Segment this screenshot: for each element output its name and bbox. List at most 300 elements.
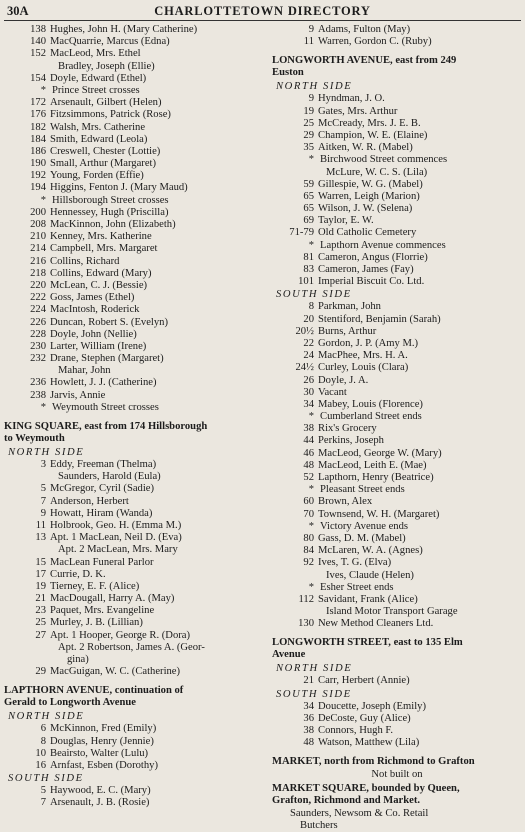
- directory-entry: [272, 701, 522, 713]
- resident-name: Watson, Matthew (Lila): [318, 737, 420, 749]
- resident-name: Brown, Alex: [318, 496, 373, 508]
- directory-entry: [4, 569, 266, 581]
- directory-entry: [4, 36, 266, 48]
- house-number: 200: [30, 206, 46, 218]
- house-number: 71-79: [289, 227, 314, 239]
- resident-name: Old Catholic Cemetery: [318, 227, 417, 239]
- directory-entry: [272, 215, 522, 227]
- resident-name: Holbrook, Geo. H. (Emma M.): [50, 519, 182, 531]
- house-number: 216: [30, 255, 46, 267]
- resident-name: Duncan, Robert S. (Evelyn): [50, 316, 168, 328]
- directory-entry: [4, 390, 266, 402]
- directory-entry: [4, 760, 266, 772]
- house-number: *: [40, 401, 46, 413]
- street-heading-line: Euston: [272, 67, 304, 79]
- resident-name: MacKinnon, John (Elizabeth): [50, 219, 176, 230]
- directory-entry: [272, 350, 522, 362]
- resident-name: Lapthorn, Henry (Beatrice): [318, 472, 434, 483]
- side-heading: SOUTH SIDE: [276, 688, 352, 700]
- house-number: 24½: [295, 362, 314, 374]
- street-heading: [272, 756, 522, 768]
- resident-name: Campbell, Mrs. Margaret: [50, 243, 158, 255]
- house-number: 236: [30, 377, 46, 389]
- directory-entry: [272, 496, 522, 508]
- resident-name: McKinnon, Fred (Emily): [50, 723, 157, 735]
- house-number: 80: [303, 532, 314, 544]
- resident-name: Haywood, E. C. (Mary): [50, 785, 151, 797]
- directory-entry: [4, 256, 266, 268]
- directory-entry: [272, 472, 522, 484]
- street-marker: [4, 195, 266, 207]
- house-number: 9: [308, 24, 314, 35]
- street-heading: [272, 783, 522, 807]
- directory-entry: [4, 219, 266, 231]
- house-number: 224: [30, 304, 46, 316]
- resident-name: McGregor, Cyril (Sadie): [50, 483, 155, 495]
- directory-entry: [4, 231, 266, 243]
- house-number: 11: [35, 519, 46, 531]
- resident-name: Tierney, E. F. (Alice): [50, 580, 140, 592]
- resident-name: Warren, Leigh (Marion): [318, 190, 420, 202]
- resident-name: Smith, Edward (Leola): [50, 133, 148, 145]
- directory-entry: [272, 314, 522, 326]
- resident-name: MacLeod, George W. (Mary): [318, 447, 442, 459]
- resident-name: Cumberland Street ends: [320, 411, 422, 423]
- resident-name: Doyle, John (Nellie): [50, 328, 137, 340]
- house-number: 70: [303, 508, 314, 520]
- resident-name: Apt. 1 MacLean, Neil D. (Eva): [50, 532, 182, 544]
- side-heading: NORTH SIDE: [276, 663, 353, 675]
- street-note: [272, 820, 522, 832]
- house-number: 20: [303, 313, 314, 325]
- resident-name: Curley, Louis (Clara): [318, 362, 409, 374]
- resident-name: Fitzsimmons, Patrick (Rose): [50, 109, 171, 121]
- house-number: 220: [30, 279, 46, 291]
- resident-name: Murley, J. B. (Lillian): [50, 617, 143, 629]
- resident-name: Douglas, Henry (Jennie): [50, 735, 154, 747]
- street-note-text: Butchers: [300, 819, 338, 831]
- resident-name: Apt. 2 Robertson, James A. (Geor-: [58, 641, 205, 653]
- directory-entry: [272, 142, 522, 154]
- house-number: 182: [30, 121, 46, 133]
- house-number: 9: [40, 507, 46, 519]
- resident-name: Champion, W. E. (Elaine): [318, 129, 428, 141]
- resident-name: Arsenault, J. B. (Rosie): [50, 797, 150, 809]
- directory-entry: [4, 353, 266, 365]
- resident-name: Larter, William (Irene): [50, 340, 147, 352]
- resident-name: McLaren, W. A. (Agnes): [318, 545, 423, 557]
- resident-name: MacLeod, Leith E. (Mae): [318, 459, 427, 471]
- house-number: 232: [30, 353, 46, 365]
- resident-name: Saunders, Harold (Eula): [58, 471, 161, 483]
- directory-entry: [272, 362, 522, 374]
- directory-entry: [272, 276, 522, 288]
- street-note: [272, 769, 522, 781]
- directory-entry: [272, 36, 522, 48]
- house-number: 24: [303, 350, 314, 362]
- directory-entry: [272, 435, 522, 447]
- resident-name: Pleasant Street ends: [320, 484, 405, 496]
- house-number: 19: [35, 580, 46, 592]
- house-number: 59: [303, 178, 314, 190]
- page-number: 30A: [7, 4, 29, 18]
- house-number: 65: [303, 203, 314, 215]
- left-column: [4, 24, 266, 810]
- house-number: 8: [308, 301, 314, 313]
- directory-entry: [4, 797, 266, 809]
- side-heading: NORTH SIDE: [8, 447, 85, 458]
- house-number: 27: [35, 629, 46, 641]
- house-number: 25: [35, 617, 46, 629]
- resident-name: Hyndman, J. O.: [318, 93, 385, 105]
- street-heading: [272, 637, 522, 661]
- house-number: 13: [35, 532, 46, 544]
- house-number: 190: [30, 158, 46, 170]
- directory-entry: [272, 227, 522, 239]
- right-column: [272, 24, 522, 832]
- directory-entry: [4, 593, 266, 605]
- directory-entry: [4, 365, 266, 377]
- house-number: *: [308, 239, 314, 251]
- side-heading: NORTH SIDE: [8, 711, 85, 723]
- directory-entry: [4, 642, 266, 654]
- house-number: 19: [303, 105, 314, 117]
- street-heading-line: to Weymouth: [4, 433, 65, 444]
- resident-name: Eddy, Freeman (Thelma): [50, 459, 157, 470]
- resident-name: Ives, Claude (Helen): [326, 569, 414, 581]
- street-heading-line: LONGWORTH STREET, east to 135 Elm: [272, 637, 463, 649]
- house-number: 20½: [295, 325, 314, 337]
- house-number: 34: [303, 398, 314, 410]
- house-number: 7: [40, 495, 46, 507]
- directory-entry: [4, 243, 266, 255]
- directory-entry: [272, 179, 522, 191]
- resident-name: Anderson, Herbert: [50, 495, 129, 507]
- resident-name: Savidant, Frank (Alice): [318, 593, 418, 605]
- resident-name: Beairsto, Walter (Lulu): [50, 747, 149, 759]
- house-number: 6: [40, 723, 46, 735]
- house-number: 83: [303, 264, 314, 275]
- directory-entry: [4, 748, 266, 760]
- house-number: 26: [303, 374, 314, 386]
- directory-entry: [4, 268, 266, 280]
- resident-name: Parkman, John: [318, 301, 381, 313]
- house-number: 218: [30, 267, 46, 279]
- resident-name: Currie, D. K.: [50, 568, 106, 580]
- directory-entry: [4, 557, 266, 569]
- house-number: 65: [303, 190, 314, 202]
- directory-entry: [272, 533, 522, 545]
- resident-name: MacQuarrie, Marcus (Edna): [50, 36, 170, 48]
- street-marker: [4, 402, 266, 414]
- resident-name: Higgins, Fenton J. (Mary Maud): [50, 182, 188, 194]
- resident-name: Apt. 2 MacLean, Mrs. Mary: [58, 544, 178, 556]
- street-heading: [4, 421, 266, 445]
- side-heading: SOUTH SIDE: [276, 289, 352, 301]
- directory-entry: [4, 520, 266, 532]
- resident-name: Jarvis, Annie: [50, 389, 106, 401]
- house-number: 130: [298, 618, 314, 630]
- house-number: 138: [30, 24, 46, 35]
- resident-name: Gates, Mrs. Arthur: [318, 105, 398, 117]
- resident-name: Creswell, Chester (Lottie): [50, 145, 161, 157]
- resident-name: New Method Cleaners Ltd.: [318, 618, 434, 630]
- directory-entry: [272, 375, 522, 387]
- directory-entry: [4, 304, 266, 316]
- resident-name: Burns, Arthur: [318, 325, 377, 337]
- resident-name: Arsenault, Gilbert (Helen): [50, 97, 162, 109]
- directory-entry: [4, 109, 266, 121]
- directory-entry: [4, 146, 266, 158]
- resident-name: MacGuigan, W. C. (Catherine): [50, 666, 181, 678]
- resident-name: Victory Avenue ends: [320, 520, 409, 532]
- resident-name: Imperial Biscuit Co. Ltd.: [318, 276, 425, 288]
- directory-entry: [4, 292, 266, 304]
- house-number: 140: [30, 36, 46, 48]
- house-number: 21: [303, 675, 314, 687]
- directory-entry: [272, 725, 522, 737]
- directory-entry: [4, 617, 266, 629]
- house-number: 222: [30, 292, 46, 304]
- resident-name: MacLean Funeral Parlor: [50, 556, 154, 568]
- directory-entry: [272, 203, 522, 215]
- directory-entry: [272, 387, 522, 399]
- house-number: 7: [40, 797, 46, 809]
- resident-name: Aitken, W. R. (Mabel): [318, 142, 413, 154]
- street-marker: [272, 411, 522, 423]
- house-number: 152: [30, 48, 46, 60]
- street-marker: [4, 85, 266, 97]
- directory-entry: [4, 508, 266, 520]
- house-number: 214: [30, 243, 46, 255]
- resident-name: Collins, Edward (Mary): [50, 267, 152, 279]
- house-number: 154: [30, 72, 46, 84]
- directory-entry: [272, 570, 522, 582]
- house-number: 176: [30, 109, 46, 121]
- directory-entry: [272, 118, 522, 130]
- resident-name: Paquet, Mrs. Evangeline: [50, 605, 155, 617]
- house-number: 30: [303, 386, 314, 398]
- directory-entry: [4, 785, 266, 797]
- house-number: 15: [35, 556, 46, 568]
- house-number: 92: [303, 557, 314, 569]
- house-number: 46: [303, 447, 314, 459]
- house-number: 48: [303, 737, 314, 749]
- directory-entry: [4, 122, 266, 134]
- directory-entry: [272, 557, 522, 569]
- directory-entry: [272, 326, 522, 338]
- directory-entry: [272, 399, 522, 411]
- resident-name: Birchwood Street commences: [320, 154, 448, 166]
- house-number: *: [308, 581, 314, 593]
- resident-name: McLean, C. J. (Bessie): [50, 279, 148, 291]
- house-number: 29: [303, 129, 314, 141]
- resident-name: Carr, Herbert (Annie): [318, 675, 410, 687]
- resident-name: Lapthorn Avenue commences: [320, 239, 446, 251]
- house-number: 38: [303, 423, 314, 435]
- resident-name: Arnfast, Esben (Dorothy): [50, 759, 158, 771]
- resident-name: Warren, Gordon C. (Ruby): [318, 36, 432, 48]
- street-marker: [272, 484, 522, 496]
- directory-entry: [4, 581, 266, 593]
- directory-entry: [4, 48, 266, 60]
- house-number: *: [308, 411, 314, 423]
- directory-entry: [272, 264, 522, 276]
- house-number: 192: [30, 170, 46, 182]
- directory-entry: [272, 713, 522, 725]
- resident-name: Cameron, Angus (Florrie): [318, 251, 428, 263]
- resident-name: Weymouth Street crosses: [52, 401, 159, 413]
- directory-entry: [4, 207, 266, 219]
- resident-name: Wilson, J. W. (Selena): [318, 203, 413, 215]
- directory-entry: [272, 448, 522, 460]
- resident-name: Mahar, John: [58, 365, 111, 377]
- resident-name: Doyle, J. A.: [318, 374, 369, 386]
- directory-entry: [272, 618, 522, 630]
- house-number: 5: [40, 785, 46, 797]
- resident-name: Island Motor Transport Garage: [326, 606, 458, 618]
- directory-entry: [272, 606, 522, 618]
- header-rule: [4, 20, 521, 21]
- directory-entry: [4, 341, 266, 353]
- resident-name: Collins, Richard: [50, 255, 120, 267]
- directory-entry: [272, 423, 522, 435]
- resident-name: Vacant: [318, 386, 347, 398]
- resident-name: Howlett, J. J. (Catherine): [50, 377, 157, 389]
- house-number: 81: [303, 251, 314, 263]
- house-number: 34: [303, 700, 314, 712]
- resident-name: MacPhee, Mrs. H. A.: [318, 350, 408, 362]
- directory-entry: [272, 675, 522, 687]
- resident-name: Bradley, Joseph (Ellie): [58, 60, 155, 72]
- directory-entry: [4, 471, 266, 483]
- house-number: 101: [298, 276, 314, 288]
- street-marker: [272, 154, 522, 166]
- resident-name: Young, Forden (Effie): [50, 170, 144, 182]
- house-number: 112: [298, 593, 314, 605]
- directory-entry: [272, 545, 522, 557]
- street-note-text: Not built on: [371, 769, 423, 781]
- resident-name: Apt. 1 Hooper, George R. (Dora): [50, 629, 191, 641]
- house-number: 9: [308, 93, 314, 105]
- directory-entry: [4, 73, 266, 85]
- directory-entry: [4, 544, 266, 556]
- street-heading: [272, 55, 522, 79]
- side-heading: NORTH SIDE: [276, 81, 353, 93]
- directory-entry: [272, 167, 522, 179]
- house-number: *: [40, 84, 46, 96]
- house-number: 60: [303, 496, 314, 508]
- resident-name: Adams, Fulton (May): [318, 24, 411, 35]
- resident-name: McLure, W. C. S. (Lila): [326, 166, 428, 178]
- directory-entry: [4, 158, 266, 170]
- resident-name: Drane, Stephen (Margaret): [50, 353, 164, 365]
- street-heading-line: LONGWORTH AVENUE, east from 249: [272, 55, 457, 67]
- street-heading-line: MARKET SQUARE, bounded by Queen,: [272, 782, 460, 794]
- house-number: 228: [30, 328, 46, 340]
- directory-entry: [4, 723, 266, 735]
- directory-entry: [4, 24, 266, 36]
- street-heading-line: KING SQUARE, east from 174 Hillsborough: [4, 421, 208, 432]
- house-number: 35: [303, 142, 314, 154]
- resident-name: Small, Arthur (Margaret): [50, 158, 157, 170]
- resident-name: Gass, D. M. (Mabel): [318, 532, 406, 544]
- resident-name: Mabey, Louis (Florence): [318, 398, 423, 410]
- street-marker: [272, 582, 522, 594]
- resident-name: Doyle, Edward (Ethel): [50, 72, 147, 84]
- street-marker: [272, 240, 522, 252]
- house-number: 25: [303, 117, 314, 129]
- resident-name: McCready, Mrs. J. E. B.: [318, 117, 421, 129]
- resident-name: Hillsborough Street crosses: [52, 194, 169, 206]
- resident-name: Walsh, Mrs. Catherine: [50, 121, 146, 133]
- directory-entry: [4, 329, 266, 341]
- resident-name: MacIntosh, Roderick: [50, 304, 140, 316]
- resident-name: Howatt, Hiram (Wanda): [50, 507, 153, 519]
- house-number: 22: [303, 337, 314, 349]
- directory-entry: [272, 338, 522, 350]
- directory-entry: [272, 509, 522, 521]
- street-heading-line: MARKET, north from Richmond to Grafton: [272, 756, 475, 768]
- resident-name: Stentiford, Benjamin (Sarah): [318, 313, 441, 325]
- directory-entry: [4, 170, 266, 182]
- house-number: *: [308, 484, 314, 496]
- house-number: 210: [30, 231, 46, 243]
- resident-name: gina): [67, 654, 89, 665]
- house-number: 48: [303, 459, 314, 471]
- house-number: 8: [40, 735, 46, 747]
- directory-entry: [4, 666, 266, 678]
- directory-entry: [272, 130, 522, 142]
- house-number: *: [308, 520, 314, 532]
- directory-entry: [272, 106, 522, 118]
- resident-name: Prince Street crosses: [52, 84, 140, 96]
- house-number: 69: [303, 215, 314, 227]
- street-heading-line: LAPTHORN AVENUE, continuation of: [4, 685, 184, 697]
- house-number: 84: [303, 545, 314, 557]
- directory-entry: [4, 736, 266, 748]
- house-number: 3: [40, 459, 46, 470]
- resident-name: Taylor, E. W.: [318, 215, 374, 227]
- house-number: 36: [303, 712, 314, 724]
- house-number: 238: [30, 389, 46, 401]
- directory-entry: [272, 93, 522, 105]
- house-number: 11: [303, 36, 314, 48]
- resident-name: Esher Street ends: [320, 581, 394, 593]
- directory-entry: [272, 301, 522, 313]
- page-header: [0, 4, 525, 20]
- house-number: 44: [303, 435, 314, 447]
- directory-entry: [272, 460, 522, 472]
- house-number: 52: [303, 472, 314, 483]
- house-number: 230: [30, 340, 46, 352]
- house-number: 208: [30, 219, 46, 230]
- directory-entry: [272, 737, 522, 749]
- directory-entry: [4, 134, 266, 146]
- directory-entry: [4, 605, 266, 617]
- side-heading: SOUTH SIDE: [8, 773, 84, 785]
- directory-entry: [4, 97, 266, 109]
- house-number: *: [40, 194, 46, 206]
- street-marker: [272, 521, 522, 533]
- street-heading-line: Avenue: [272, 649, 306, 661]
- directory-entry: [4, 532, 266, 544]
- directory-entry: [4, 280, 266, 292]
- directory-entry: [4, 630, 266, 642]
- street-note-text: Saunders, Newsom & Co. Retail: [290, 807, 429, 819]
- resident-name: Goss, James (Ethel): [50, 292, 135, 304]
- resident-name: Connors, Hugh F.: [318, 725, 394, 736]
